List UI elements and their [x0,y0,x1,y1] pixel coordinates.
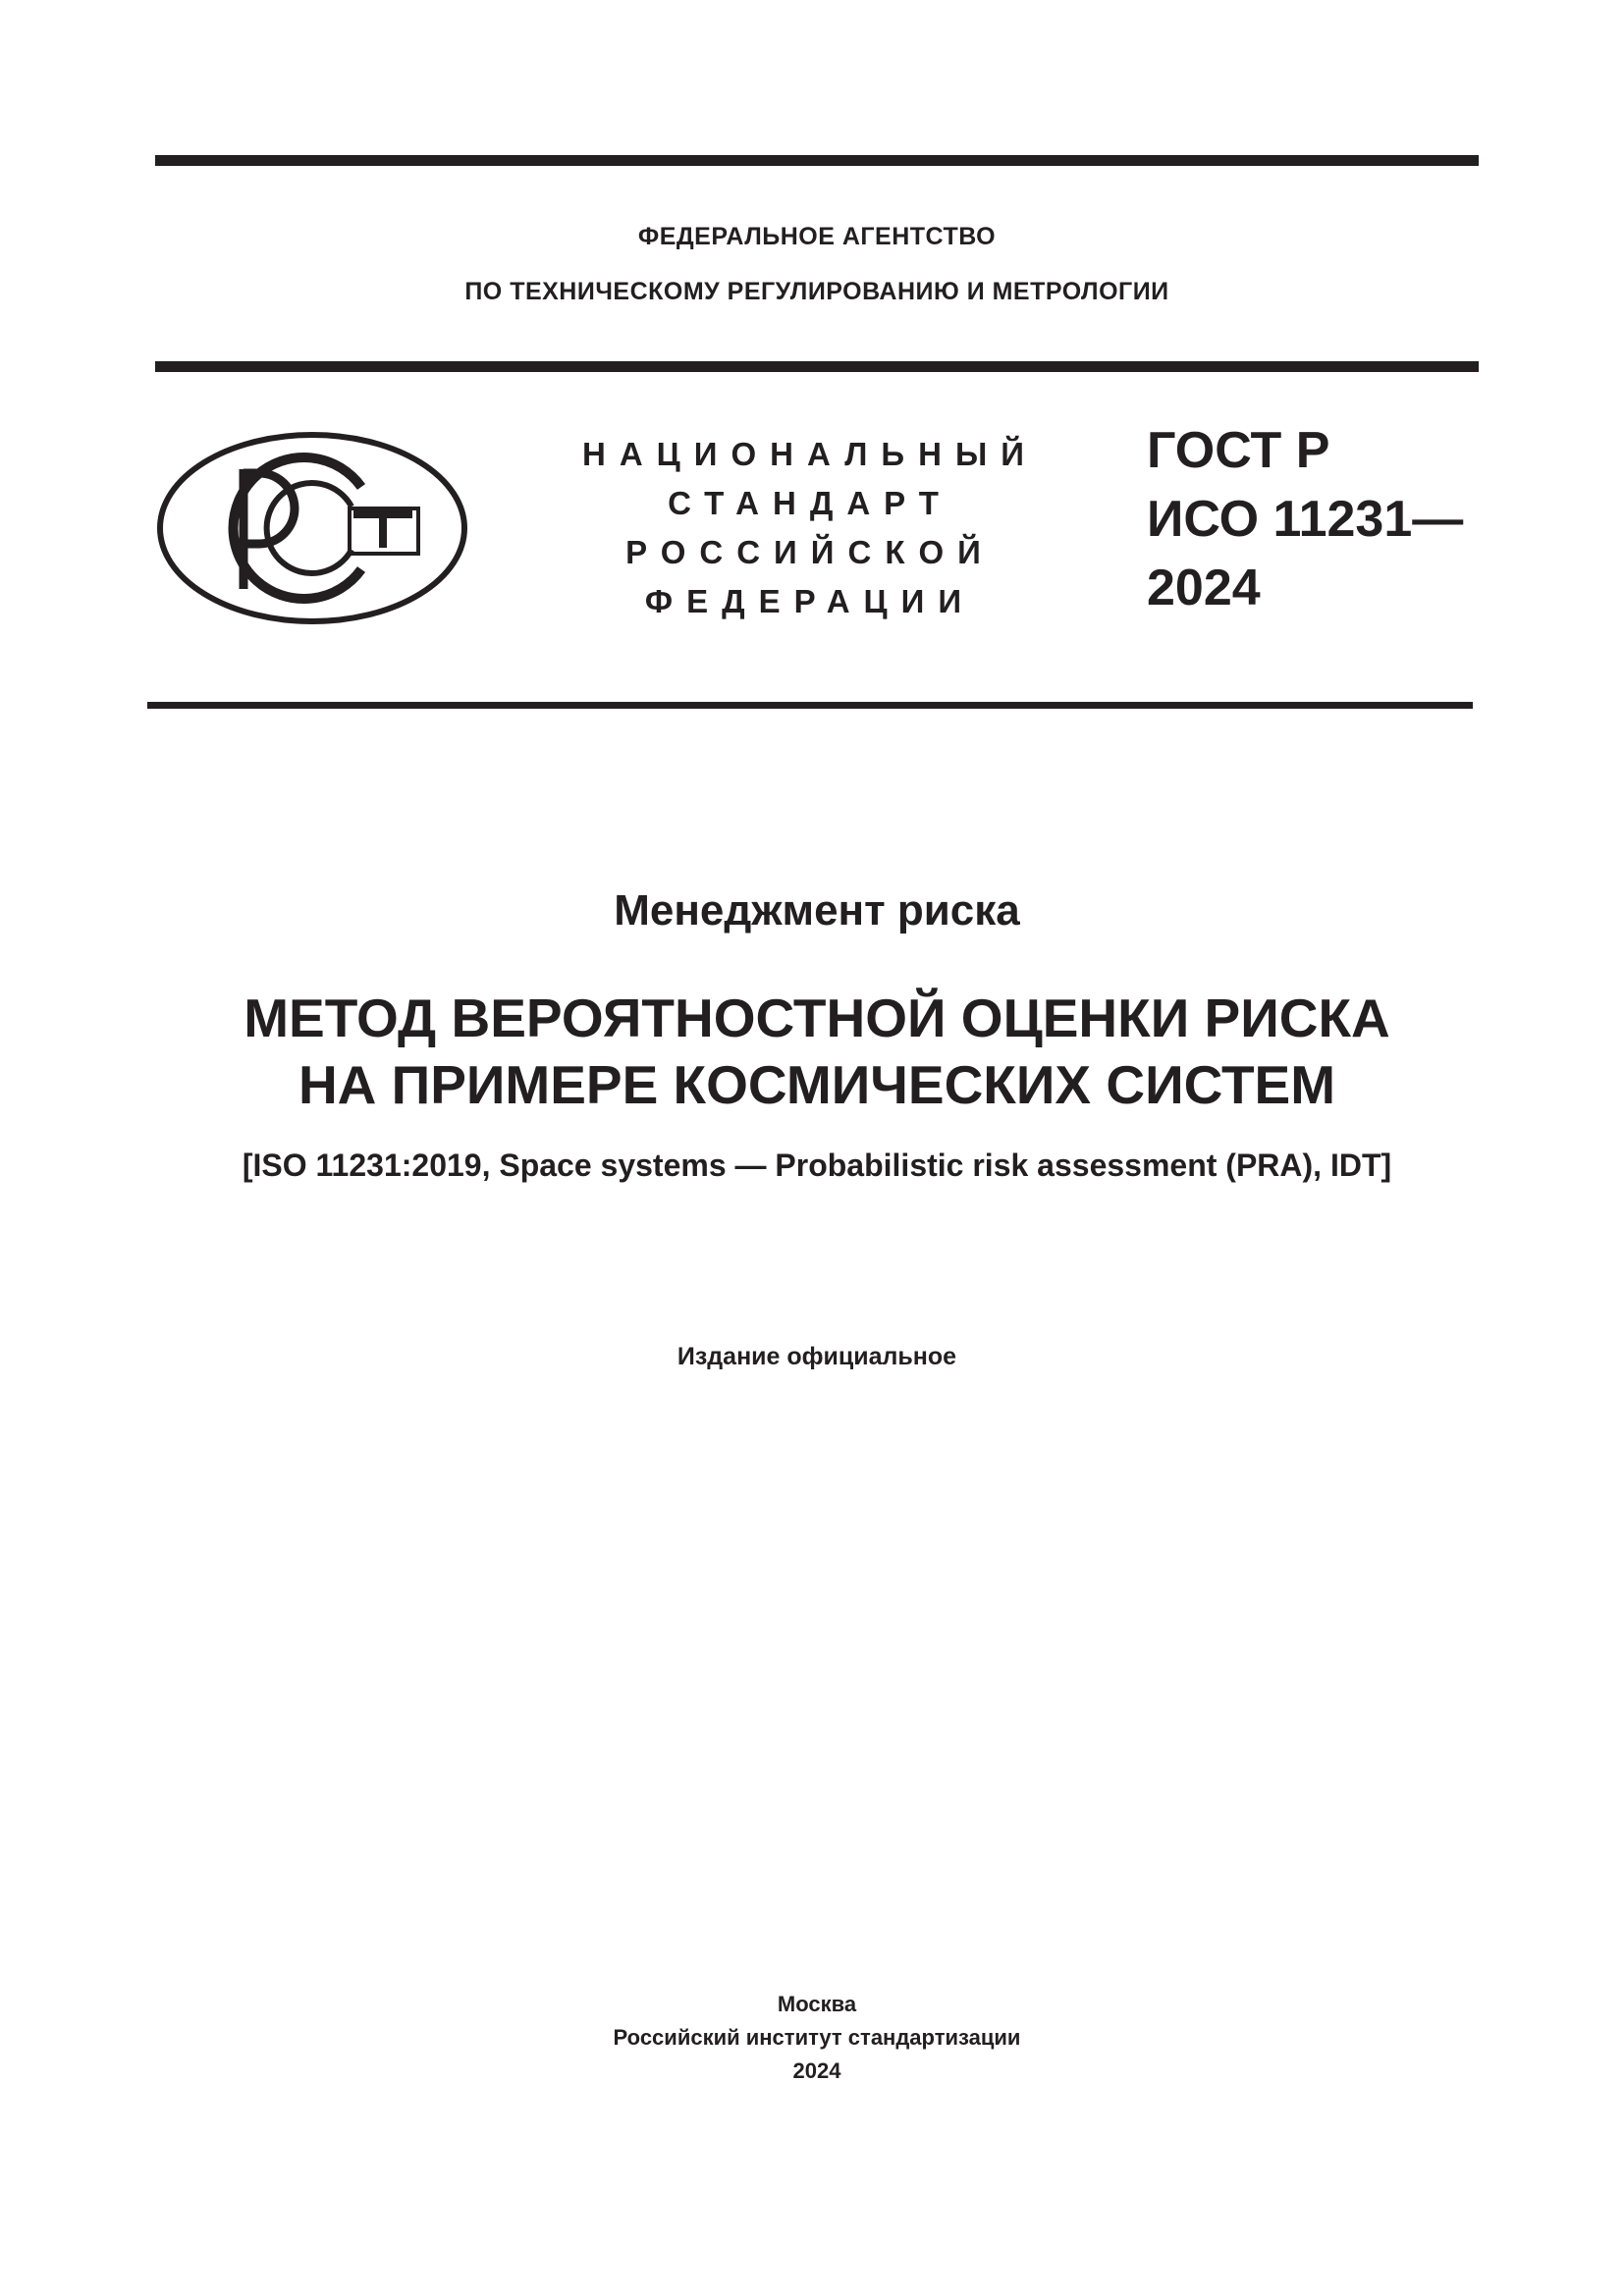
iso-reference: [ISO 11231:2019, Space systems — Probabilistic risk assessment (PRA), IDT] [242,1148,1392,1183]
agency-line-2: ПО ТЕХНИЧЕСКОМУ РЕГУЛИРОВАНИЮ И МЕТРОЛОГИИ [464,278,1169,305]
header-rule [155,361,1479,372]
document-title-line-2: НА ПРИМЕРЕ КОСМИЧЕСКИХ СИСТЕМ [298,1054,1336,1115]
logo-block-rule [147,702,1473,709]
top-rule [155,155,1479,166]
rst-certification-mark-icon [155,430,469,626]
imprint-publisher: Российский институт стандартизации [613,2025,1021,2050]
agency-line-1: ФЕДЕРАЛЬНОЕ АГЕНТСТВО [637,223,997,250]
rst-logo [155,430,469,626]
designation-line-3: 2024 [1147,560,1261,616]
national-standard-line-4: ФЕДЕРАЦИИ [644,583,976,619]
document-title-line-1: МЕТОД ВЕРОЯТНОСТНОЙ ОЦЕНКИ РИСКА [244,988,1390,1048]
national-standard-line-3: РОССИЙСКОЙ [625,534,995,570]
official-edition: Издание официальное [677,1343,957,1370]
imprint-year: 2024 [792,2058,841,2083]
imprint-city: Москва [777,1992,857,2016]
document-subtitle: Менеджмент риска [614,886,1020,934]
imprint [155,1988,1479,2088]
designation-line-1: ГОСТ Р [1147,422,1330,479]
designation-line-2: ИСО 11231— [1147,491,1464,548]
national-standard-line-2: СТАНДАРТ [668,485,952,521]
national-standard-line-1: НАЦИОНАЛЬНЫЙ [582,436,1038,472]
standard-designation [1147,416,1463,622]
